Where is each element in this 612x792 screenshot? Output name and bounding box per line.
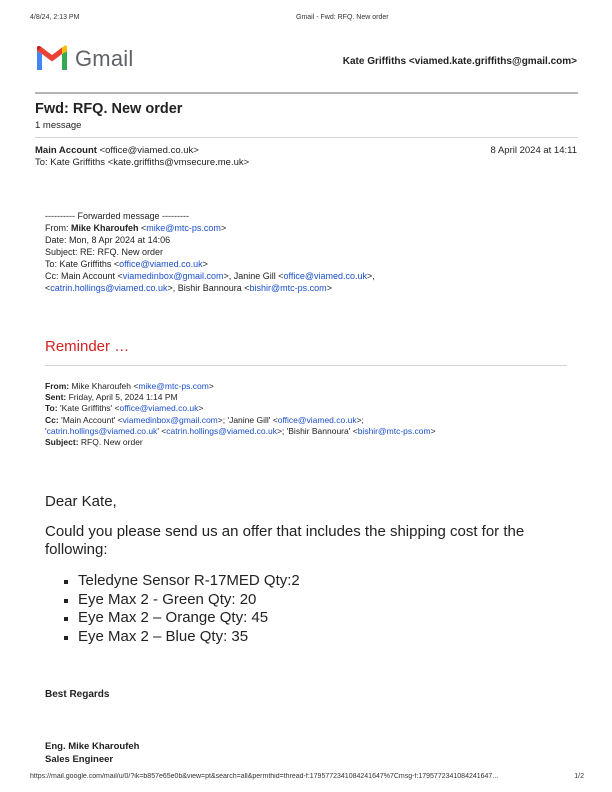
email-link[interactable]: catrin.hollings@viamed.co.uk	[50, 283, 168, 293]
message-to: To: Kate Griffiths <kate.griffiths@vmsecure.me.uk>	[35, 157, 250, 168]
email-link[interactable]: mike@mtc-ps.com	[138, 381, 209, 391]
original-cc: Cc: 'Main Account' <viamedinbox@gmail.com>; 'Janine Gill' <office@viamed.co.uk>;	[45, 414, 364, 425]
sender-email: <office@viamed.co.uk>	[96, 145, 199, 156]
list-item: Eye Max 2 – Blue Qty: 35	[78, 628, 300, 647]
email-link[interactable]: office@viamed.co.uk	[283, 271, 368, 281]
original-to: To: 'Kate Griffiths' <office@viamed.co.uk>	[45, 403, 204, 414]
list-item: Eye Max 2 - Green Qty: 20	[78, 591, 300, 610]
gmail-logo-text: Gmail	[75, 46, 134, 71]
email-link[interactable]: office@viamed.co.uk	[277, 414, 357, 425]
thread-divider	[35, 137, 578, 138]
message-count: 1 message	[35, 120, 82, 131]
list-item: Eye Max 2 – Orange Qty: 45	[78, 609, 300, 628]
forwarded-header	[45, 210, 575, 294]
print-title: Gmail - Fwd: RFQ. New order	[296, 14, 389, 21]
forwarded-separator: ---------- Forwarded message ---------	[45, 211, 189, 221]
original-cc-continued: 'catrin.hollings@viamed.co.uk' <catrin.hollings@viamed.co.uk>; 'Bishir Bannoura' <bishir@mtc-ps.com>	[45, 425, 436, 436]
email-link[interactable]: bishir@mtc-ps.com	[357, 425, 431, 436]
forwarded-cc-continued: <catrin.hollings@viamed.co.uk>, Bishir Bannoura <bishir@mtc-ps.com>	[45, 283, 332, 293]
original-from: From: Mike Kharoufeh <mike@mtc-ps.com>	[45, 381, 214, 391]
forwarded-cc: Cc: Main Account <viamedinbox@gmail.com>, Janine Gill <office@viamed.co.uk>,	[45, 271, 375, 281]
email-link[interactable]: viamedinbox@gmail.com	[122, 414, 218, 425]
email-link[interactable]: mike@mtc-ps.com	[146, 223, 221, 233]
gmail-logo-icon	[35, 45, 69, 71]
email-link[interactable]: office@viamed.co.uk	[119, 403, 199, 414]
print-url: https://mail.google.com/mail/u/0/?ik=b857e65e0b&view=pt&search=all&permthid=thread-f:1795772341084241647%7Cmsg-f:1795772341084241647...	[30, 773, 499, 780]
email-link[interactable]: office@viamed.co.uk	[119, 259, 203, 269]
original-sent: Sent: Friday, April 5, 2024 1:14 PM	[45, 392, 178, 403]
greeting: Dear Kate,	[45, 493, 117, 510]
message-from	[35, 145, 199, 156]
signature-title: Sales Engineer	[45, 754, 114, 765]
forwarded-from: From: Mike Kharoufeh <mike@mtc-ps.com>	[45, 223, 227, 233]
print-datetime: 4/8/24, 2:13 PM	[30, 14, 80, 21]
forwarded-date: Date: Mon, 8 Apr 2024 at 14:06	[45, 235, 171, 245]
email-link[interactable]: catrin.hollings@viamed.co.uk	[46, 425, 158, 436]
email-link[interactable]: bishir@mtc-ps.com	[249, 283, 327, 293]
signature-name: Eng. Mike Kharoufeh	[45, 741, 140, 752]
closing: Best Regards	[45, 689, 110, 700]
page-number: 1/2	[574, 773, 584, 780]
forwarded-subject: Subject: RE: RFQ. New order	[45, 247, 164, 257]
original-subject: Subject: RFQ. New order	[45, 437, 143, 448]
reminder-text: Reminder …	[45, 338, 130, 355]
email-link[interactable]: catrin.hollings@viamed.co.uk	[166, 425, 277, 436]
header-divider	[35, 92, 578, 94]
original-header	[45, 381, 585, 448]
email-link[interactable]: viamedinbox@gmail.com	[122, 271, 224, 281]
thread-subject: Fwd: RFQ. New order	[35, 101, 183, 117]
order-items-list	[45, 572, 300, 646]
original-divider	[45, 365, 567, 366]
account-email: Kate Griffiths <viamed.kate.griffiths@gmail.com>	[342, 56, 577, 67]
request-text: Could you please send us an offer that includes the shipping cost for the following:	[45, 523, 525, 558]
sender-name: Main Account	[35, 145, 97, 156]
message-date: 8 April 2024 at 14:11	[490, 145, 577, 156]
list-item: Teledyne Sensor R-17MED Qty:2	[78, 572, 300, 589]
forwarded-to: To: Kate Griffiths <office@viamed.co.uk>	[45, 259, 208, 269]
